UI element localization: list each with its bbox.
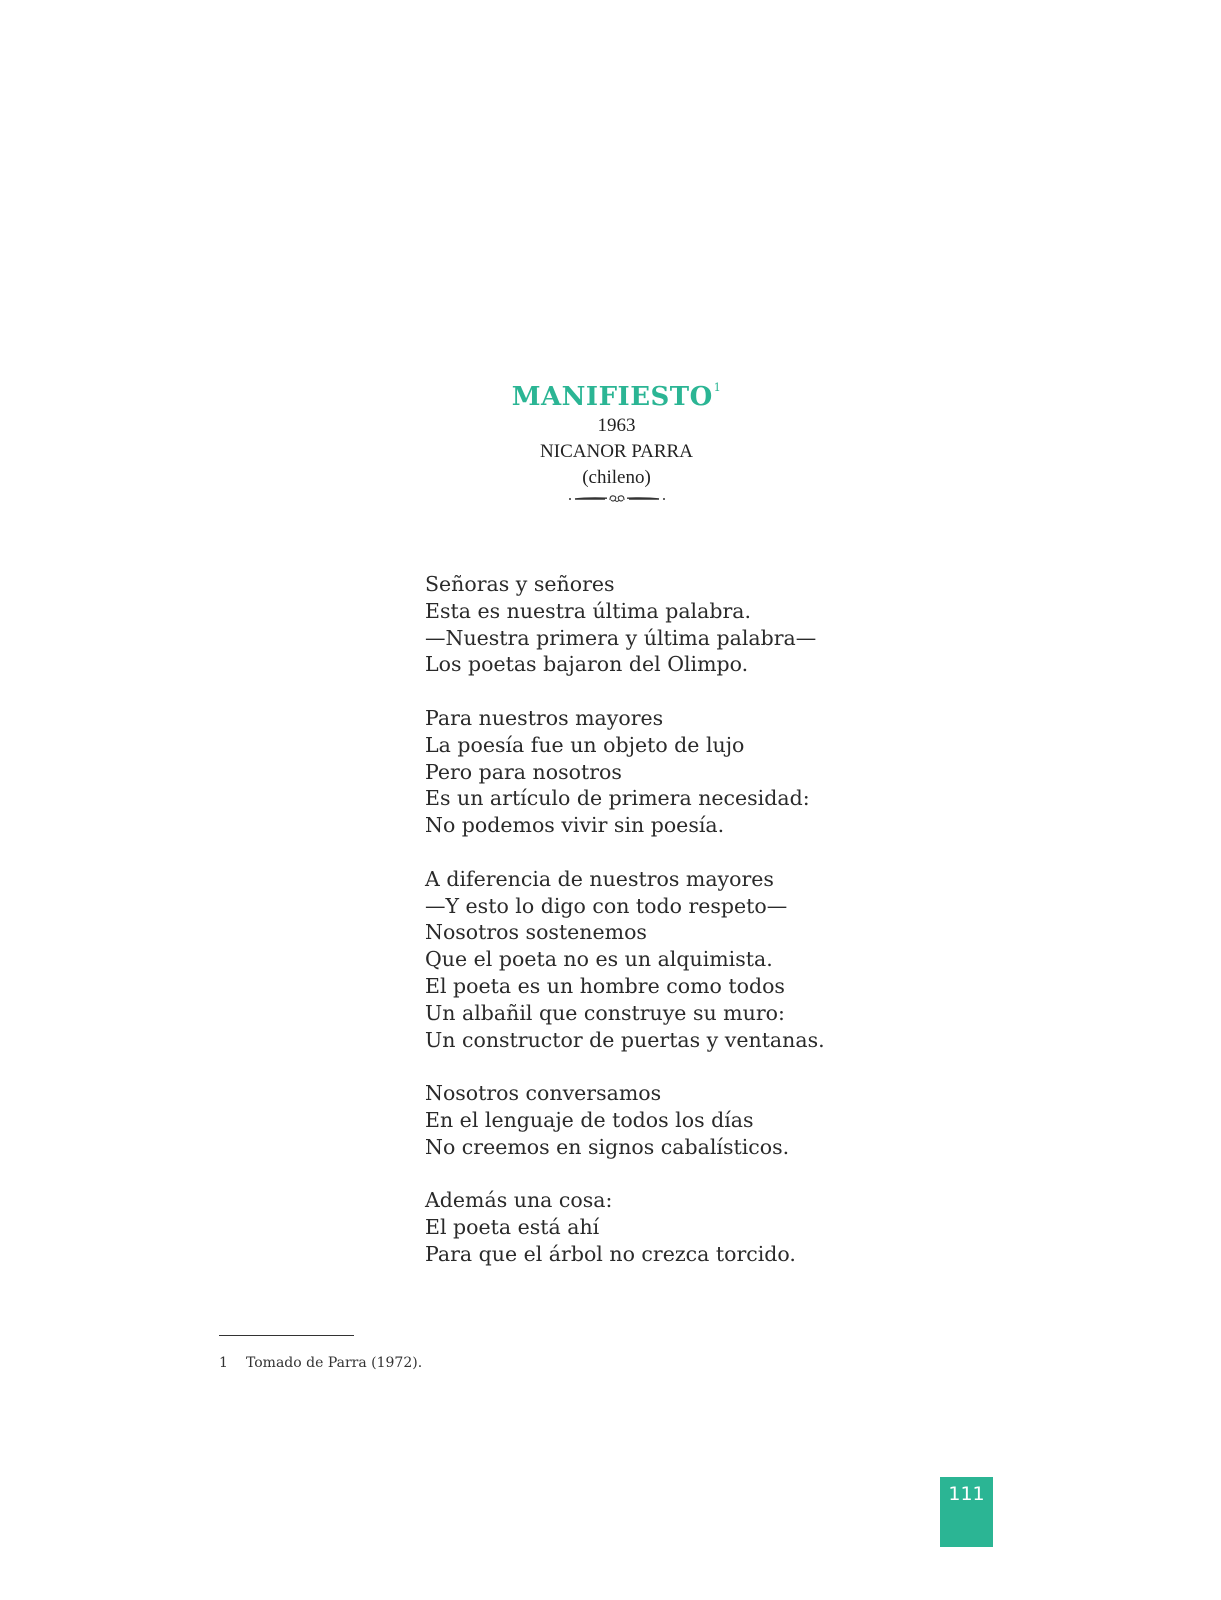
footnote-number: 1 — [219, 1355, 228, 1371]
poem-line: Un albañil que construye su muro: — [425, 1000, 785, 1025]
page-number: 111 — [948, 1483, 985, 1505]
poem-line: Que el poeta no es un alquimista. — [425, 947, 773, 972]
poem-line: No podemos vivir sin poesía. — [425, 813, 725, 838]
poem-author: NICANOR PARRA — [540, 441, 693, 462]
poem-line: Es un artículo de primera necesidad: — [425, 786, 810, 811]
poem-title — [12, 372, 1221, 413]
poem-title-text: MANIFIESTO — [511, 382, 713, 412]
stanza — [425, 866, 1025, 1054]
poem-line: A diferencia de nuestros mayores — [425, 866, 774, 891]
title-footnote-ref: 1 — [713, 381, 722, 394]
stanza — [425, 571, 1025, 678]
stanza — [425, 1187, 1025, 1267]
poem-line: Los poetas bajaron del Olimpo. — [425, 652, 749, 677]
poem-line: Además una cosa: — [425, 1188, 613, 1213]
footnote-divider — [219, 1335, 354, 1336]
author-nationality: (chileno) — [582, 467, 651, 488]
poem-line: Esta es nuestra última palabra. — [425, 598, 751, 623]
poem-body — [425, 571, 1025, 1295]
poem-header — [0, 372, 1221, 505]
footnote-text: Tomado de Parra (1972). — [246, 1355, 423, 1371]
poem-line: La poesía fue un objeto de lujo — [425, 732, 745, 757]
poem-line: El poeta está ahí — [425, 1215, 600, 1240]
stanza — [425, 1080, 1025, 1160]
poem-line: En el lenguaje de todos los días — [425, 1107, 754, 1132]
poem-line: Señoras y señores — [425, 572, 615, 596]
stanza — [425, 705, 1025, 839]
poem-line: El poeta es un hombre como todos — [425, 973, 785, 998]
poem-line: —Y esto lo digo con todo respeto— — [425, 893, 788, 918]
page-number-badge — [940, 1477, 993, 1547]
poem-line: Nosotros conversamos — [425, 1081, 662, 1106]
poem-line: Un constructor de puertas y ventanas. — [425, 1027, 825, 1052]
poem-line: No creemos en signos cabalísticos. — [425, 1134, 790, 1159]
poem-line: Para que el árbol no crezca torcido. — [425, 1241, 796, 1266]
poem-line: —Nuestra primera y última palabra— — [425, 625, 817, 650]
poem-line: Para nuestros mayores — [425, 705, 664, 730]
footnote — [219, 1354, 422, 1372]
poem-line: Pero para nosotros — [425, 759, 622, 784]
poem-year: 1963 — [597, 415, 636, 436]
poem-line: Nosotros sostenemos — [425, 920, 647, 945]
scroll-ornament-icon — [567, 493, 667, 505]
